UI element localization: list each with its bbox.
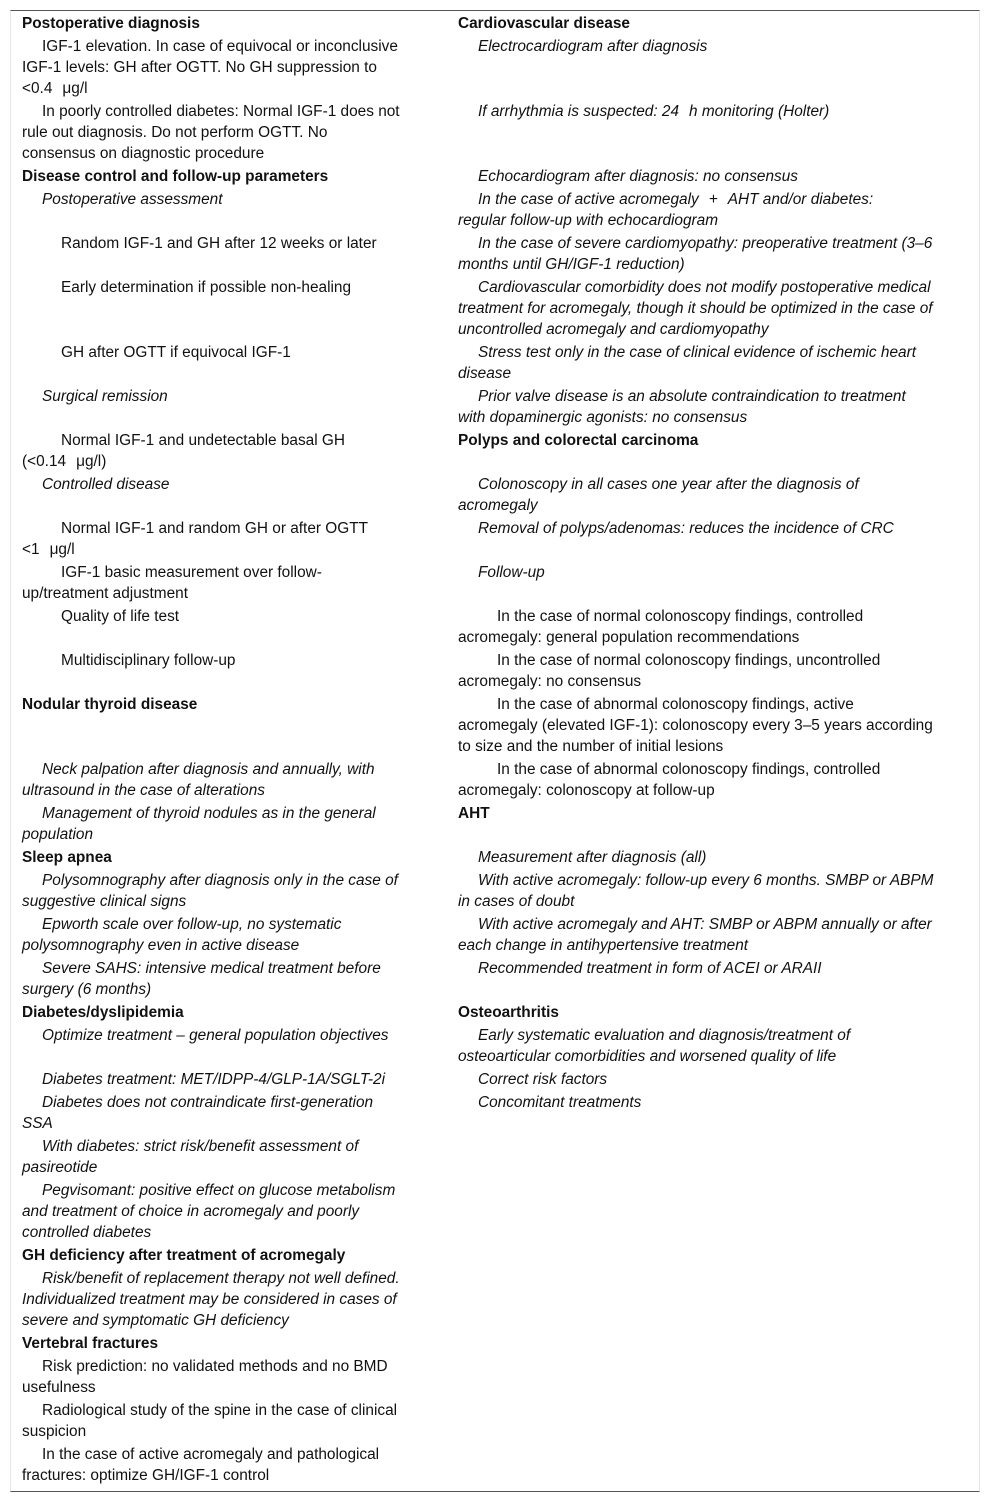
- table-text: Multidisciplinary follow-up: [61, 652, 236, 669]
- table-text: IGF-1 basic measurement over follow-: [61, 564, 322, 581]
- table-text: months until GH/IGF-1 reduction): [458, 256, 685, 273]
- table-text: In the case of active acromegaly + AHT and/or diabetes:: [478, 191, 874, 208]
- table-text: Pegvisomant: positive effect on glucose metabolism: [42, 1182, 396, 1199]
- table-subheading: Follow-up: [478, 564, 545, 581]
- table-text: Diabetes treatment: MET/IDPP-4/GLP-1A/SGLT-2i: [42, 1071, 385, 1088]
- table-text: rule out diagnosis. Do not perform OGTT. No: [22, 124, 328, 141]
- table-text: Electrocardiogram after diagnosis: [478, 38, 708, 55]
- table-text: Cardiovascular comorbidity does not modify postoperative medical: [478, 279, 931, 296]
- table-text: surgery (6 months): [22, 981, 152, 998]
- table-text: GH after OGTT if equivocal IGF-1: [61, 344, 291, 361]
- table-text: In the case of severe cardiomyopathy: preoperative treatment (3–6: [478, 235, 933, 252]
- table-text: Risk prediction: no validated methods and no BMD: [42, 1358, 388, 1375]
- table-text: acromegaly: [458, 497, 538, 514]
- section-heading-diabetes-dyslipidemia: Diabetes/dyslipidemia: [22, 1004, 184, 1021]
- table-text: acromegaly: no consensus: [458, 673, 642, 690]
- table-text: With active acromegaly and AHT: SMBP or ABPM annually or after: [478, 916, 932, 933]
- table-text: Neck palpation after diagnosis and annually, with: [42, 761, 375, 778]
- table-text: (<0.14 μg/l): [22, 453, 107, 470]
- table-text: In the case of normal colonoscopy findings, controlled: [497, 608, 864, 625]
- table-text: population: [22, 826, 94, 843]
- table-text: In the case of abnormal colonoscopy findings, active: [497, 696, 854, 713]
- table-text: Epworth scale over follow-up, no systematic: [42, 916, 342, 933]
- table-text: ultrasound in the case of alterations: [22, 782, 265, 799]
- table-text: regular follow-up with echocardiogram: [458, 212, 719, 229]
- table-text: In the case of abnormal colonoscopy findings, controlled: [497, 761, 881, 778]
- table-text: each change in antihypertensive treatment: [458, 937, 749, 954]
- table-text: Random IGF-1 and GH after 12 weeks or later: [61, 235, 377, 252]
- section-heading-nodular-thyroid: Nodular thyroid disease: [22, 696, 198, 713]
- section-heading-vertebral-fractures: Vertebral fractures: [22, 1335, 159, 1352]
- table-text: uncontrolled acromegaly and cardiomyopathy: [458, 321, 769, 338]
- table-text: with dopaminergic agonists: no consensus: [458, 409, 748, 426]
- table-text: Concomitant treatments: [478, 1094, 642, 1111]
- table-text: If arrhythmia is suspected: 24 h monitoring (Holter): [478, 103, 830, 120]
- table-subheading: Postoperative assessment: [42, 191, 223, 208]
- table-text: controlled diabetes: [22, 1224, 152, 1241]
- table-text: IGF-1 elevation. In case of equivocal or inconclusive: [42, 38, 398, 55]
- table-text: <0.4 μg/l: [22, 80, 88, 97]
- table-text: suggestive clinical signs: [22, 893, 187, 910]
- section-heading-gh-deficiency: GH deficiency after treatment of acromegaly: [22, 1247, 346, 1264]
- table-text: Diabetes does not contraindicate first-generation: [42, 1094, 374, 1111]
- table-text: Colonoscopy in all cases one year after the diagnosis of: [478, 476, 859, 493]
- table-text: Measurement after diagnosis (all): [478, 849, 707, 866]
- table-text: treatment for acromegaly, though it should be optimized in the case of: [458, 300, 933, 317]
- section-heading-disease-control: Disease control and follow-up parameters: [22, 168, 329, 185]
- table-text: Radiological study of the spine in the case of clinical: [42, 1402, 398, 1419]
- section-heading-postoperative-diagnosis: Postoperative diagnosis: [22, 15, 200, 32]
- table-text: Recommended treatment in form of ACEI or ARAII: [478, 960, 822, 977]
- table-text: to size and the number of initial lesions: [458, 738, 724, 755]
- table-text: Normal IGF-1 and undetectable basal GH: [61, 432, 346, 449]
- table-text: Removal of polyps/adenomas: reduces the incidence of CRC: [478, 520, 894, 537]
- table-text: up/treatment adjustment: [22, 585, 188, 602]
- table-text: acromegaly: colonoscopy at follow-up: [458, 782, 715, 799]
- table-text: pasireotide: [22, 1159, 98, 1176]
- table-text: With active acromegaly: follow-up every 6 months. SMBP or ABPM: [478, 872, 934, 889]
- table-text: <1 μg/l: [22, 541, 75, 558]
- section-heading-cardiovascular: Cardiovascular disease: [458, 15, 630, 32]
- table-text: Severe SAHS: intensive medical treatment before: [42, 960, 381, 977]
- table-text: acromegaly: general population recommendations: [458, 629, 800, 646]
- table-text: in cases of doubt: [458, 893, 575, 910]
- table-text: polysomnography even in active disease: [22, 937, 300, 954]
- table-text: severe and symptomatic GH deficiency: [22, 1312, 289, 1329]
- table-text: Echocardiogram after diagnosis: no consensus: [478, 168, 798, 185]
- table-text: and treatment of choice in acromegaly and poorly: [22, 1203, 360, 1220]
- table-text: Stress test only in the case of clinical evidence of ischemic heart: [478, 344, 916, 361]
- table-text: Correct risk factors: [478, 1071, 608, 1088]
- table-text: In the case of active acromegaly and pathological: [42, 1446, 380, 1463]
- table-text: Optimize treatment – general population objectives: [42, 1027, 389, 1044]
- table-text: usefulness: [22, 1379, 96, 1396]
- table-text: osteoarticular comorbidities and worsened quality of life: [458, 1048, 837, 1065]
- table-text: consensus on diagnostic procedure: [22, 145, 265, 162]
- table-text: Management of thyroid nodules as in the general: [42, 805, 376, 822]
- section-heading-polyps-colorectal: Polyps and colorectal carcinoma: [458, 432, 699, 449]
- table-text: Individualized treatment may be considered in cases of: [22, 1291, 397, 1308]
- table-text: With diabetes: strict risk/benefit assessment of: [42, 1138, 359, 1155]
- table-subheading: Surgical remission: [42, 388, 168, 405]
- table-text: Prior valve disease is an absolute contraindication to treatment: [478, 388, 906, 405]
- table-text: Normal IGF-1 and random GH or after OGTT: [61, 520, 369, 537]
- table-text: Risk/benefit of replacement therapy not well defined.: [42, 1270, 400, 1287]
- table-subheading: Controlled disease: [42, 476, 170, 493]
- section-heading-sleep-apnea: Sleep apnea: [22, 849, 112, 866]
- table-text: Early systematic evaluation and diagnosis/treatment of: [478, 1027, 851, 1044]
- table-text: fractures: optimize GH/IGF-1 control: [22, 1467, 270, 1484]
- table-text: Quality of life test: [61, 608, 180, 625]
- table-text: SSA: [22, 1115, 53, 1132]
- table-text: Early determination if possible non-healing: [61, 279, 352, 296]
- table-text: acromegaly (elevated IGF-1): colonoscopy every 3–5 years according: [458, 717, 933, 734]
- table-text: Polysomnography after diagnosis only in the case of: [42, 872, 398, 889]
- section-heading-osteoarthritis: Osteoarthritis: [458, 1004, 559, 1021]
- table-text: In poorly controlled diabetes: Normal IGF-1 does not: [42, 103, 400, 120]
- table-text: suspicion: [22, 1423, 87, 1440]
- table-text: In the case of normal colonoscopy findings, uncontrolled: [497, 652, 881, 669]
- table-text: IGF-1 levels: GH after OGTT. No GH suppression to: [22, 59, 377, 76]
- section-heading-aht: AHT: [458, 805, 490, 822]
- table-text: disease: [458, 365, 512, 382]
